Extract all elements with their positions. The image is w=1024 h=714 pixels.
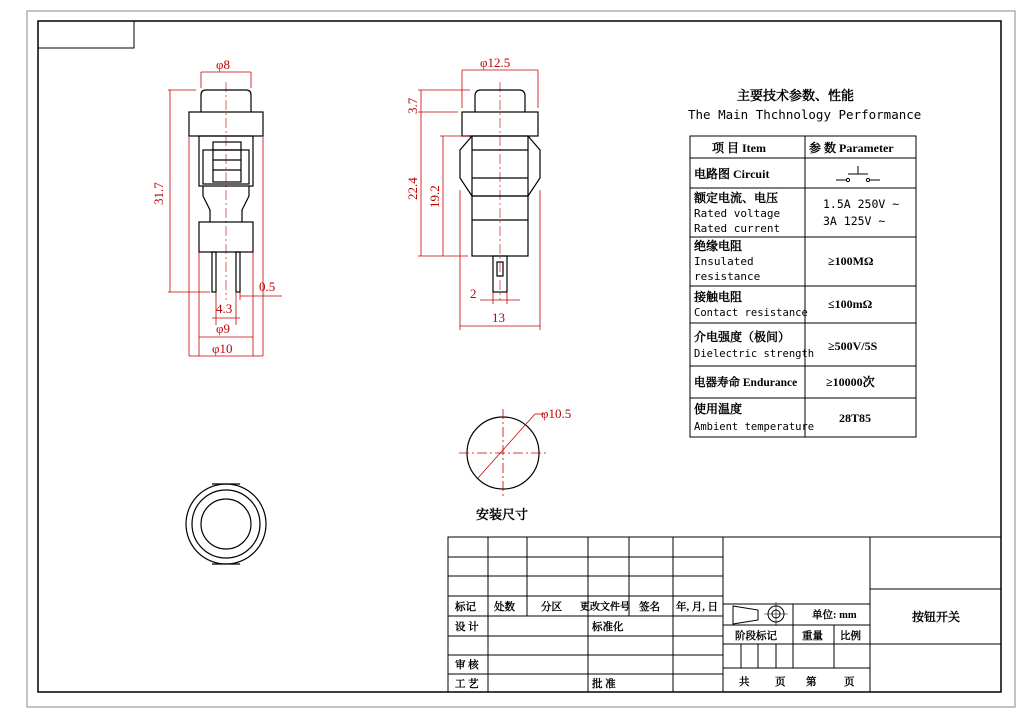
dim-pin-gap: 4.3 [216,301,233,316]
tb-page1: 页 [775,677,786,688]
spec-row-temp-cn: 使用温度 [694,402,743,416]
spec-row-insulated-cn: 绝缘电阻 [694,239,743,253]
spec-row-temp-value: 28T85 [839,411,872,425]
front-view [189,82,263,300]
dim-dia-top: φ8 [216,57,231,72]
tb-unit: 单位: mm [812,610,857,621]
tb-total: 共 [739,677,750,688]
spec-row-dielectric-value: ≥500V/5S [828,339,878,353]
mounting-caption: 安装尺寸 [476,507,529,522]
tb-count: 处数 [494,602,515,613]
side-view [460,82,540,300]
mounting-hole [459,409,547,497]
tb-weight: 重量 [802,631,823,642]
tb-page2: 页 [844,677,855,688]
tb-review: 审 核 [455,660,479,671]
spec-row-insulated-en1: Insulated [694,255,754,268]
corner-box [38,21,134,48]
dim-dia-body: φ9 [216,321,231,336]
dim-body-height: 22.4 [405,177,420,200]
dim-pin-width: 2 [470,286,477,301]
spec-row-insulated-en2: resistance [694,270,761,283]
spec-row-rated-value1: 1.5A 250V ~ [823,197,900,211]
tb-mark: 标记 [455,602,476,613]
top-view [186,484,266,564]
spec-title-en: The Main Thchnology Performance [688,107,922,122]
tb-design: 设 计 [455,622,479,633]
spec-row-dielectric-en: Dielectric strength [694,348,815,360]
spec-row-rated-cn: 额定电流、电压 [694,191,779,205]
tb-standardize: 标准化 [592,622,624,633]
spec-row-temp-en: Ambient temperature [694,421,815,433]
dim-pin-thickness: 0.5 [259,279,276,294]
spec-table [690,136,916,437]
spec-header-param: 参 数 Parameter [809,141,894,155]
spec-row-rated-value2: 3A 125V ~ [823,214,886,228]
spec-row-contact-en: Contact resistance [694,307,808,319]
spec-header-item: 项 目 Item [712,141,766,155]
dim-dia-base: φ10 [212,341,233,356]
spec-row-insulated-value: ≥100MΩ [828,254,874,268]
tb-process: 工 艺 [455,679,479,690]
spec-row-dielectric-cn: 介电强度（极间） [694,330,791,344]
tb-approve: 批 准 [592,679,616,690]
tb-scale: 比例 [840,631,861,642]
spec-row-endurance-value: ≥10000次 [826,375,875,389]
spec-title-cn: 主要技术参数、性能 [737,88,855,103]
spec-row-endurance: 电器寿命 Endurance [694,377,798,389]
tb-stage-mark: 阶段标记 [735,631,777,642]
tb-zone: 分区 [541,602,562,613]
tb-sheet-no: 第 [806,677,817,688]
spec-row-contact-value: ≤100mΩ [828,297,873,311]
dim-cap-height: 3.7 [405,97,420,114]
tb-change-doc: 更改文件号 [580,602,630,613]
spec-row-rated-en2: Rated current [694,222,781,235]
dim-hole-dia: φ10.5 [541,406,572,421]
dim-dia-cap: φ12.5 [480,55,511,70]
dim-clip-height: 19.2 [427,185,442,208]
dim-height-total: 31.7 [151,182,166,205]
tb-date: 年, 月, 日 [676,602,718,613]
tb-sign: 签名 [639,602,660,613]
dim-base-width: 13 [492,310,505,325]
spec-row-circuit: 电路图 Circuit [694,167,770,181]
tb-part-name: 按钮开关 [912,610,961,624]
spec-row-rated-en1: Rated voltage [694,207,781,220]
spec-row-contact-cn: 接触电阻 [694,290,743,304]
